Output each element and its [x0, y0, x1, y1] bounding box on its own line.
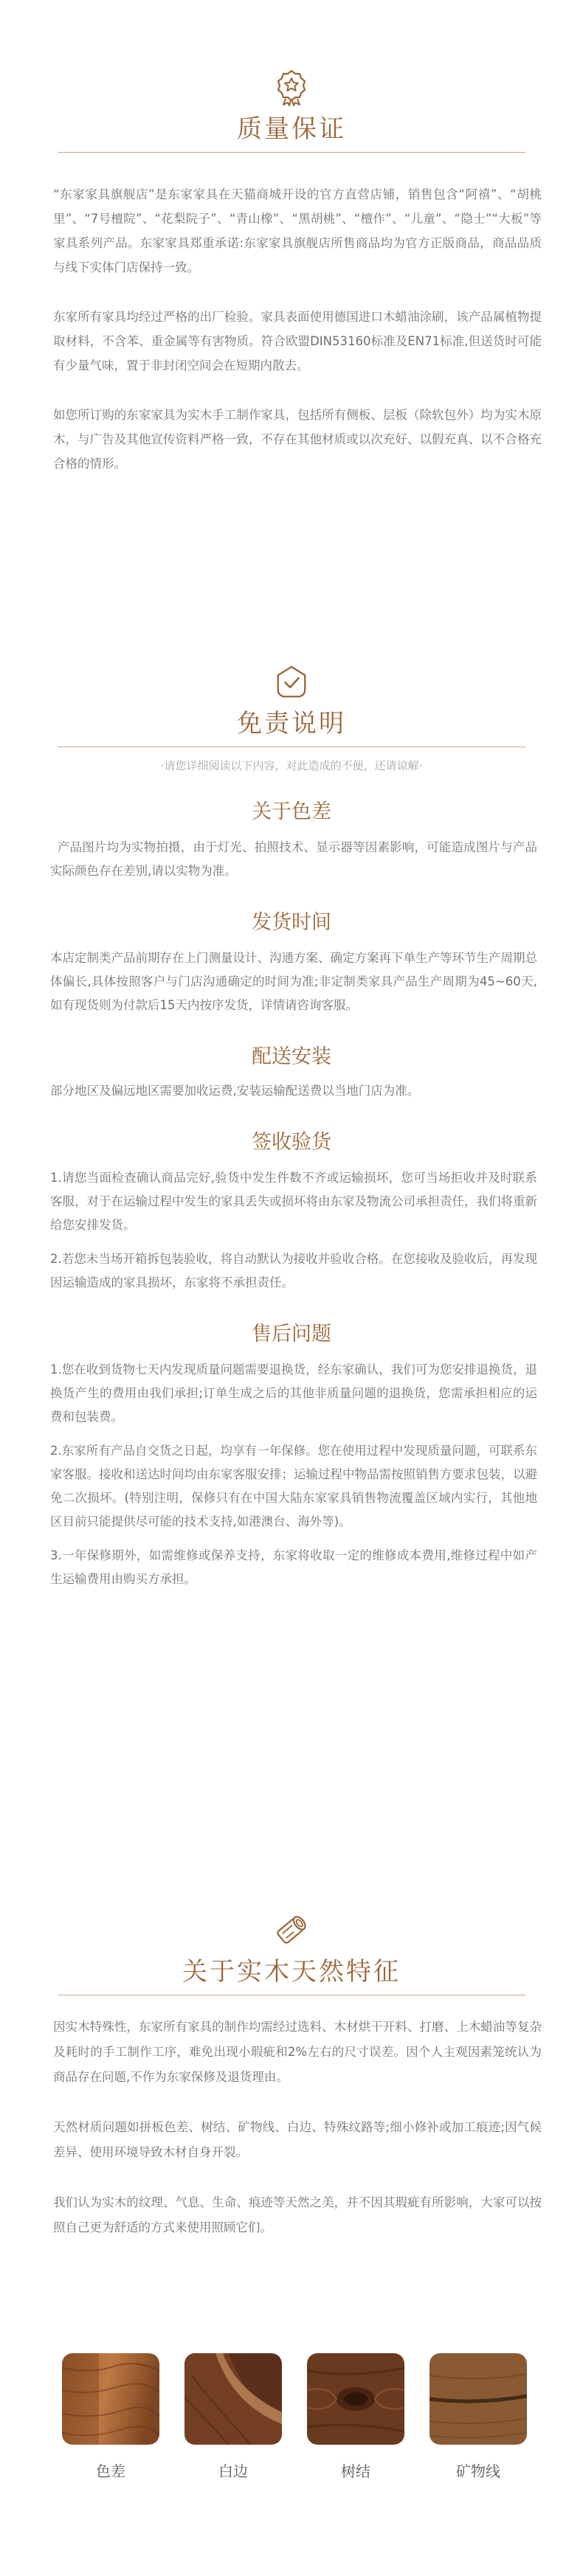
receipt-inspection-text-2: 2.若您未当场开箱拆包装验收，将自动默认为接收并验收合格。在您接收及验收后，再发现因运输造成的家具损坏，东家将不承担责任。 — [50, 1252, 537, 1289]
after-sales-text-3: 3.一年保修期外，如需维修或保养支持，东家将收取一定的维修成本费用,维修过程中如产生运输费用由购买方承担。 — [50, 1548, 537, 1586]
wood-paragraph-1: 因实木特殊性，东家所有家具的制作均需经过选料、木材烘干开料、打磨、上木蜡油等复杂及耗时的手工制作工序，难免出现小瑕疵和2%左右的尺寸误差。因个人主观因素笼统认为商品存在问题,不作为东家保修及退货理由。 — [53, 2020, 542, 2084]
disclaimer-header — [0, 664, 583, 747]
after-sales-text-1: 1.您在收到货物七天内发现质量问题需要退换货，经东家确认，我们可为您安排退换货，退换货产生的费用由我们承担;订单生成之后的其他非质量问题的退换货，您需承担相应的运费和包装费。 — [50, 1363, 537, 1424]
medal-icon — [272, 68, 311, 106]
disclaimer-title: 免责说明 — [237, 709, 346, 738]
wood-sample-sapwood — [184, 2353, 282, 2482]
color-difference-text: 产品图片均为实物拍摄，由于灯光、拍照技术、显示器等因素影响，可能造成图片与产品实际颜色存在差别,请以实物为准。 — [50, 840, 537, 878]
receipt-inspection-title: 签收验货 — [252, 1131, 331, 1154]
quality-section — [0, 68, 583, 476]
wood-log-icon — [272, 1911, 311, 1949]
wood-sample-label: 白边 — [218, 2462, 248, 2480]
wood-mineral-streak-swatch — [430, 2353, 527, 2445]
color-difference-title: 关于色差 — [252, 800, 331, 823]
wood-header — [0, 1911, 583, 1995]
wood-paragraph-2: 天然材质问题如拼板色差、树结、矿物线、白边、特殊纹路等;细小修补或加工痕迹;因气候差异、使用环境导致木材自身开裂。 — [53, 2120, 542, 2159]
wood-paragraph-3: 我们认为实木的纹理、气息、生命、痕迹等天然之美，并不因其瑕疵有所影响，大家可以按照自己更为舒适的方式来使用照顾它们。 — [53, 2195, 542, 2234]
delivery-install-text: 部分地区及偏远地区需要加收运费,安装运输配送费以当地门店为准。 — [50, 1084, 420, 1098]
wood-sapwood-edge-swatch — [184, 2353, 282, 2445]
disclaimer-notice: ·请您详细阅读以下内容，对此造成的不便，还请谅解· — [160, 759, 423, 772]
wood-sample-row — [62, 2353, 527, 2482]
quality-paragraph-3: 如您所订购的东家家具为实木手工制作家具，包括所有侧板、层板（除软包外）均为实木原木，与广告及其他宣传资料严格一致，不存在其他材质或以次充好、以假充真、以不合格充合格的情形。 — [53, 408, 542, 471]
wood-sample-knot — [307, 2353, 404, 2482]
after-sales-title: 售后问题 — [252, 1323, 331, 1346]
after-sales-text-2: 2.东家所有产品自交货之日起，均享有一年保修。您在使用过程中发现质量问题，可联系东家客服。接收和送达时间均由东家客服安排；运输过程中物品需按照销售方要求包装，以避免二次损坏。(特别注明，保修只有在中国大陆东家家具销售物流覆盖区域内实行，其他地区目前只能提供尽可能的技术支持,如港澳台、海外等)。 — [50, 1444, 537, 1528]
shipping-time-text: 本店定制类产品前期存在上门测量设计、沟通方案、确定方案再下单生产等环节生产周期总体偏长,具体按照客户与门店沟通确定的时间为准;非定制类家具产品生产周期为45~60天,如有现货则为付款后15天内按序发货，详情请咨询客服。 — [50, 951, 537, 1012]
wood-sample-label: 色差 — [96, 2462, 125, 2480]
wood-title: 关于实木天然特征 — [182, 1957, 401, 1987]
shipping-time-title: 发货时间 — [252, 911, 331, 934]
quality-header — [0, 68, 583, 153]
wood-color-variation-swatch — [62, 2353, 159, 2445]
quality-paragraph-1: “东家家具旗舰店”是东家家具在天猫商城开设的官方直营店铺，销售包含“阿禧”、“胡桃里”、“7号檀院”、“花梨院子”、“青山橡”、“黑胡桃”、“檀作”、“儿童”、“隐士”“大板”等家具系列产品。东家家具郑重承诺:东家家具旗舰店所售商品均为官方正版商品，商品品质与线下实体门店保持一致。 — [53, 187, 542, 274]
wood-sample-color-difference — [62, 2353, 159, 2482]
wood-sample-label: 矿物线 — [456, 2462, 500, 2480]
wood-knot-swatch — [307, 2353, 404, 2445]
receipt-inspection-text-1: 1.请您当面检查确认商品完好,验货中发生件数不齐或运输损坏，您可当场拒收并及时联系客服，对于在运输过程中发生的家具丢失或损坏将由东家及物流公司承担责任，我们将重新给您安排发货。 — [50, 1171, 537, 1232]
wood-sample-label: 树结 — [341, 2462, 370, 2480]
quality-paragraph-2: 东家所有家具均经过严格的出厂检验。家具表面使用德国进口木蜡油涂刷，该产品属植物提取材料，不含苯、重金属等有害物质。符合欧盟DIN53160标准及EN71标准,但送货时可能有少量气味，置于非封闭空间会在短期内散去。 — [53, 310, 542, 373]
quality-title: 质量保证 — [237, 114, 346, 144]
wood-sample-mineral-line — [430, 2353, 527, 2482]
shield-check-icon — [273, 664, 310, 701]
disclaimer-section — [0, 664, 583, 1591]
delivery-install-title: 配送安装 — [252, 1045, 331, 1068]
wood-section — [0, 1911, 583, 2240]
